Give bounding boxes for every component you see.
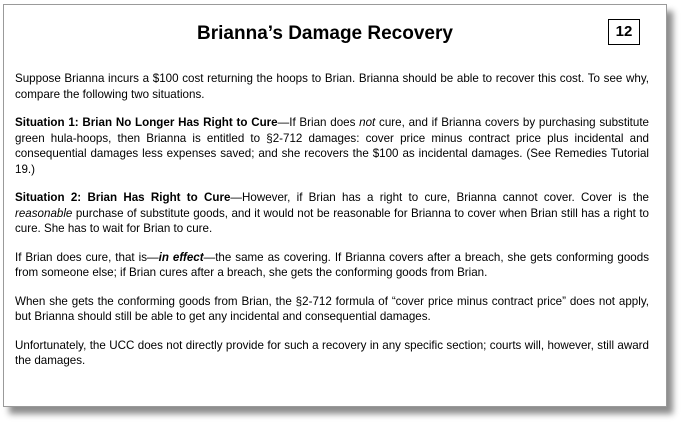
situation-2-text-a: —However, if Brian has a right to cure, Brianna cannot cover. Cover is the <box>230 191 649 204</box>
slide-body <box>15 71 649 382</box>
paragraph-intro: Suppose Brianna incurs a $100 cost returning the hoops to Brian. Brianna should be able to recover this cost. To see why, compare the following two situations. <box>15 72 649 101</box>
situation-1-heading: Situation 1: Brian No Longer Has Right to Cure <box>15 116 278 129</box>
slide-title: Brianna’s Damage Recovery <box>197 23 453 44</box>
situation-2-heading: Situation 2: Brian Has Right to Cure <box>15 191 231 204</box>
paragraph-conclusion: Unfortunately, the UCC does not directly provide for such a recovery in any specific section; courts will, however, still award the damages. <box>15 338 649 367</box>
situation-2-emphasis: reasonable <box>15 206 73 220</box>
situation-1-emphasis: not <box>359 116 376 129</box>
paragraph-formula: When she gets the conforming goods from Brian, the §2-712 formula of “cover price minus contract price” does not apply, but Brianna should still be able to get any incidental and consequential damages. <box>15 294 649 323</box>
cure-effect-emphasis: in effect <box>158 250 204 264</box>
situation-1-text-a: —If Brian does <box>277 116 360 129</box>
cure-effect-text-a: If Brian does cure, that is— <box>15 250 159 264</box>
situation-2-text-b: purchase of substitute goods, and it would not be reasonable for Brianna to cover when Brian still has a right to cure. She has to wait for Brian to cure. <box>15 206 649 235</box>
page-number-badge: 12 <box>608 19 640 45</box>
situation-1-text-b: cure, and if Brianna covers by purchasing substitute green hula-hoops, then Brianna is entitled to §2-712 damages: cover price minus contract price plus incidental and consequential damages less expenses saved; and she recovers the $100 as incidental damages. (See Remedies Tutorial 19.) <box>15 116 649 176</box>
cure-effect-text-b: —the same as covering. If Brianna covers after a breach, she gets conforming goods from someone else; if Brian cures after a breach, she gets the conforming goods from Brian. <box>15 250 649 279</box>
paragraph-situation-2 <box>15 190 649 237</box>
slide <box>3 4 667 407</box>
paragraph-cure-effect <box>15 250 649 281</box>
paragraph-situation-1 <box>15 115 649 177</box>
